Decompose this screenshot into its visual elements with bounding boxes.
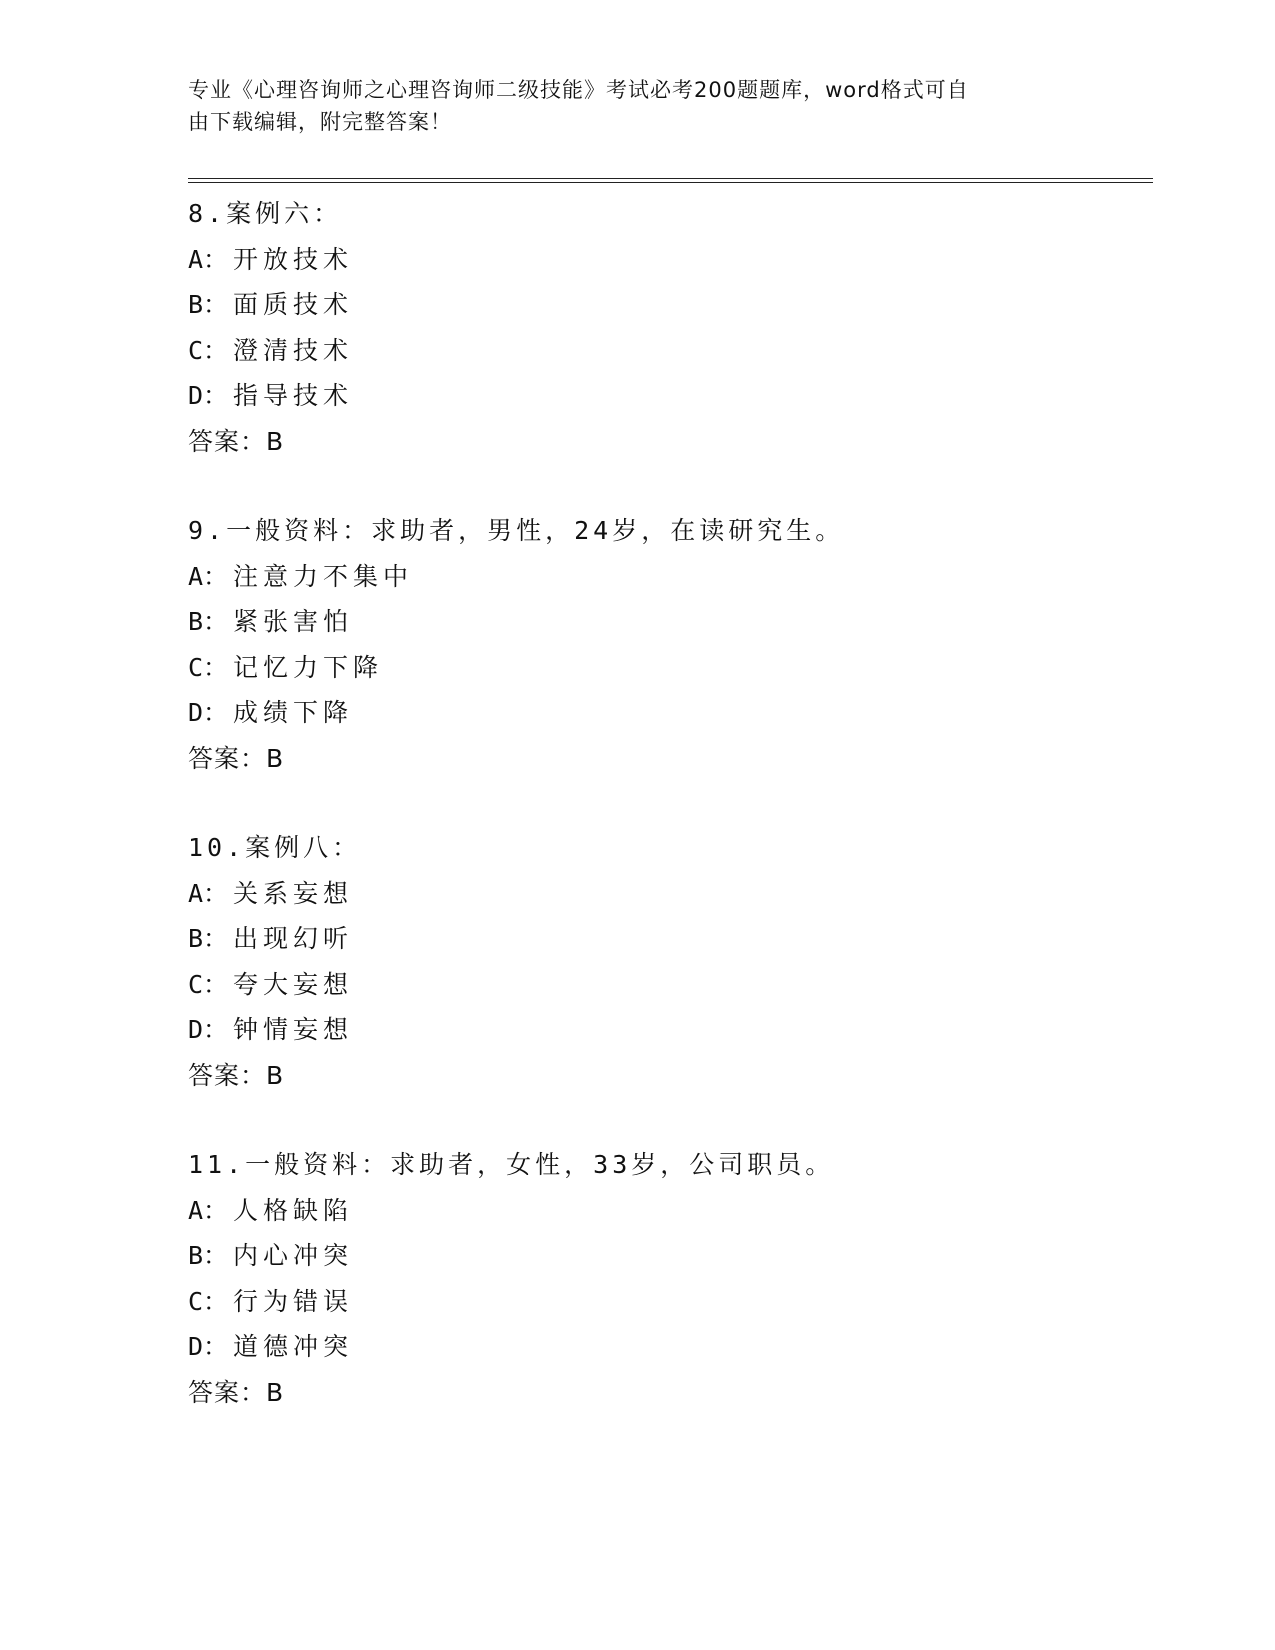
option-letter: D：	[188, 1015, 229, 1044]
option-d	[188, 1007, 1148, 1053]
option-a	[188, 1188, 1148, 1234]
option-letter: D：	[188, 698, 229, 727]
question-8	[188, 191, 1148, 464]
option-c	[188, 645, 1148, 691]
answer-line: 答案：B	[188, 1060, 285, 1090]
option-text: 夸大妄想	[233, 969, 354, 999]
option-b	[188, 916, 1148, 962]
option-letter: A：	[188, 1195, 229, 1225]
question-stem: 8.案例六：	[188, 199, 343, 228]
option-letter: D：	[188, 381, 229, 410]
option-a	[188, 237, 1148, 283]
option-text: 成绩下降	[233, 698, 354, 727]
option-b	[188, 282, 1148, 328]
option-d	[188, 1324, 1148, 1370]
answer-line: 答案：B	[188, 1377, 285, 1407]
option-text: 人格缺陷	[233, 1195, 354, 1225]
option-text: 注意力不集中	[233, 561, 414, 591]
option-b	[188, 1233, 1148, 1279]
option-a	[188, 871, 1148, 917]
header-line-1: 专业《心理咨询师之心理咨询师二级技能》考试必考200题题库，word格式可自	[188, 78, 969, 102]
option-a	[188, 554, 1148, 600]
option-letter: C：	[188, 969, 229, 999]
option-text: 澄清技术	[233, 335, 354, 365]
question-stem: 9.一般资料：求助者，男性，24岁，在读研究生。	[188, 516, 845, 545]
option-letter: B：	[188, 924, 229, 953]
option-text: 道德冲突	[233, 1332, 354, 1361]
question-list	[188, 191, 1148, 1459]
option-text: 行为错误	[233, 1286, 354, 1316]
option-letter: C：	[188, 1286, 229, 1316]
option-letter: A：	[188, 878, 229, 908]
option-text: 钟情妄想	[233, 1015, 354, 1044]
option-b	[188, 599, 1148, 645]
option-letter: C：	[188, 335, 229, 365]
answer-line: 答案：B	[188, 426, 285, 456]
option-letter: B：	[188, 607, 229, 636]
option-letter: B：	[188, 290, 229, 319]
question-stem: 11.一般资料：求助者，女性，33岁，公司职员。	[188, 1150, 835, 1179]
option-text: 出现幻听	[233, 924, 354, 953]
option-text: 关系妄想	[233, 878, 354, 908]
option-text: 内心冲突	[233, 1241, 354, 1270]
option-letter: D：	[188, 1332, 229, 1361]
option-d	[188, 690, 1148, 736]
header-line-2: 由下载编辑，附完整答案！	[188, 110, 452, 134]
question-10	[188, 825, 1148, 1098]
question-11	[188, 1142, 1148, 1415]
option-text: 面质技术	[233, 290, 354, 319]
option-c	[188, 1279, 1148, 1325]
option-letter: A：	[188, 561, 229, 591]
question-9	[188, 508, 1148, 781]
option-d	[188, 373, 1148, 419]
option-text: 指导技术	[233, 381, 354, 410]
header-divider	[188, 178, 1153, 183]
document-header	[188, 74, 1068, 138]
option-letter: C：	[188, 652, 229, 682]
answer-line: 答案：B	[188, 743, 285, 773]
option-c	[188, 962, 1148, 1008]
option-letter: A：	[188, 244, 229, 274]
option-text: 紧张害怕	[233, 607, 354, 636]
option-text: 开放技术	[233, 244, 354, 274]
option-letter: B：	[188, 1241, 229, 1270]
option-c	[188, 328, 1148, 374]
question-stem: 10.案例八：	[188, 833, 362, 862]
option-text: 记忆力下降	[233, 652, 384, 682]
